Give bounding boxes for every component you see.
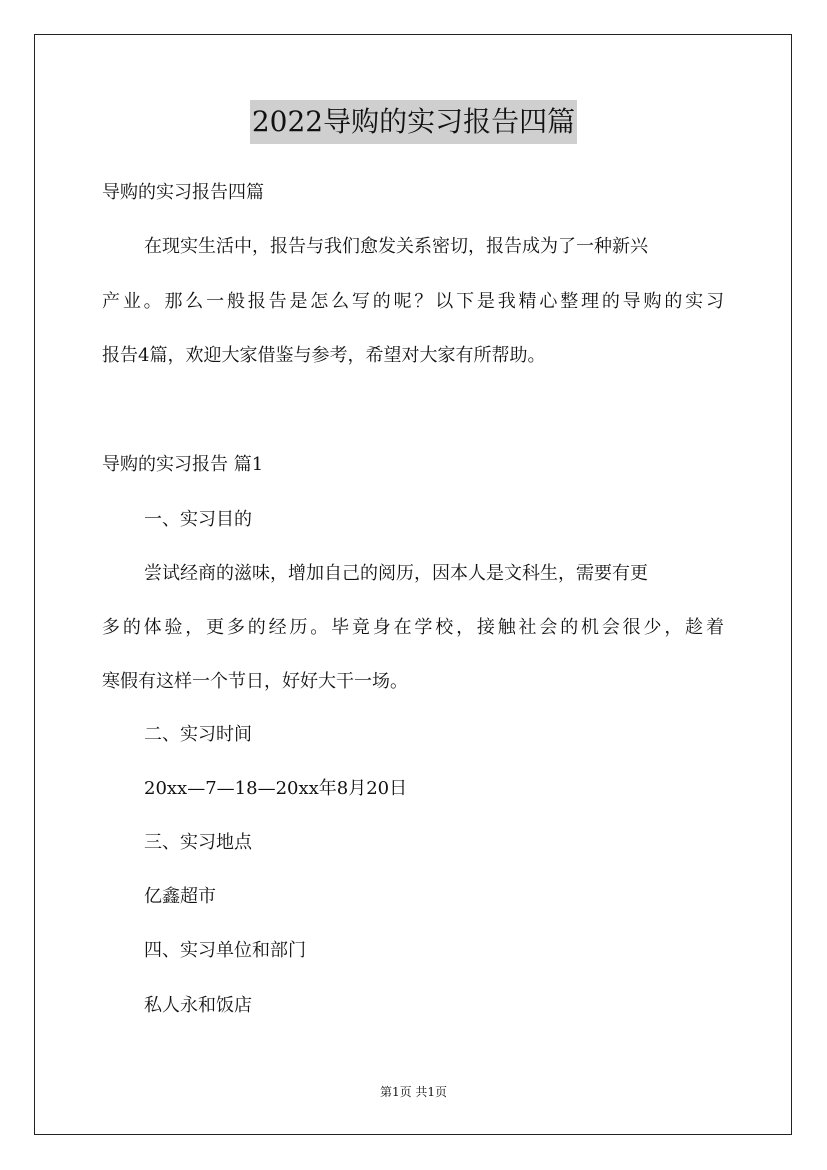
purpose-heading: 一、实习目的 (144, 509, 252, 530)
intro-paragraph-line-1: 在现实生活中，报告与我们愈发关系密切，报告成为了一种新兴 (144, 236, 648, 257)
intro-paragraph-line-2: 产业。那么一般报告是怎么写的呢？以下是我精心整理的导购的实习 (102, 291, 724, 312)
purpose-paragraph-line-3: 寒假有这样一个节日，好好大干一场。 (102, 671, 408, 692)
purpose-paragraph-line-2: 多的体验，更多的经历。毕竟身在学校，接触社会的机会很少，趁着 (102, 617, 724, 638)
purpose-paragraph-line-1: 尝试经商的滋味，增加自己的阅历，因本人是文科生，需要有更 (144, 563, 648, 584)
document-title: 2022导购的实习报告四篇 (250, 100, 577, 144)
title-container (0, 100, 827, 144)
time-heading: 二、实习时间 (144, 724, 252, 745)
unit-heading: 四、实习单位和部门 (144, 940, 306, 961)
unit-text: 私人永和饭店 (144, 995, 252, 1016)
time-text: 20xx—7—18—20xx年8月20日 (144, 778, 408, 799)
place-text: 亿鑫超市 (144, 886, 216, 907)
place-heading: 三、实习地点 (144, 832, 252, 853)
document-subtitle: 导购的实习报告四篇 (102, 182, 264, 203)
section-heading: 导购的实习报告 篇1 (102, 454, 264, 475)
page-footer: 第1页 共1页 (379, 1085, 448, 1099)
intro-paragraph-line-3: 报告4篇，欢迎大家借鉴与参考，希望对大家有所帮助。 (102, 345, 546, 366)
